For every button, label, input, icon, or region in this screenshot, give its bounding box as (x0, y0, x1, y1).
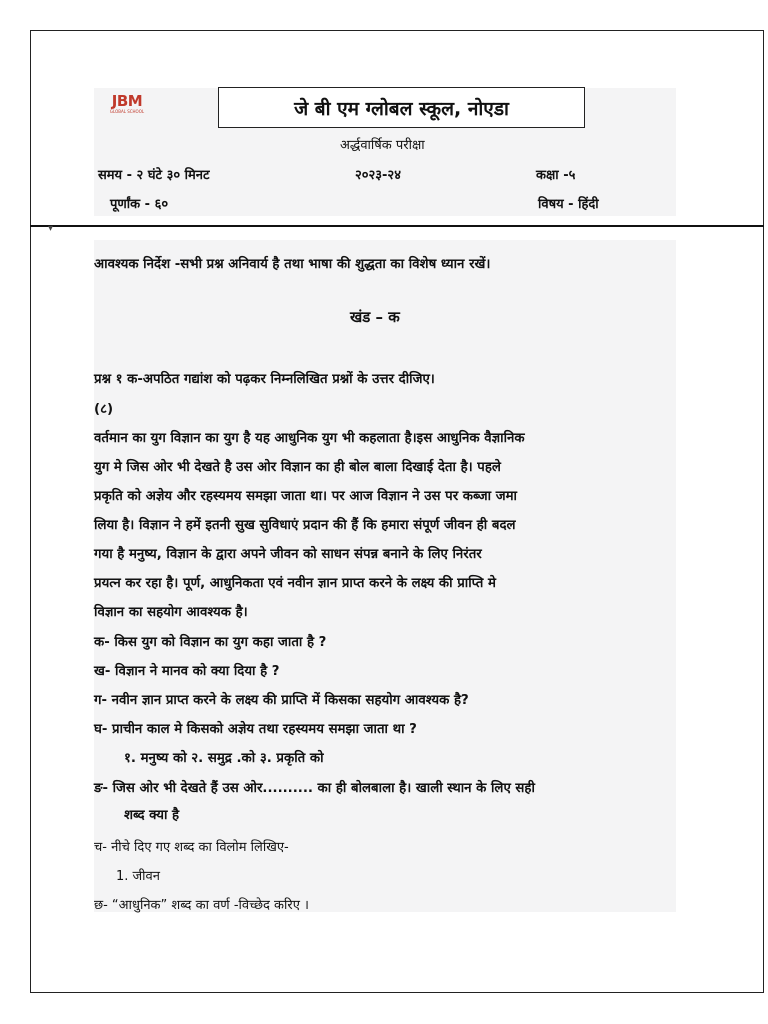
passage-line: लिया है। विज्ञान ने हमें इतनी सुख सुविधाएं प्रदान की हैं कि हमारा संपूर्ण जीवन ही बदल (94, 518, 516, 533)
sub-question: ख- विज्ञान ने मानव को क्या दिया है ? (94, 664, 280, 679)
passage-line: प्रकृति को अज्ञेय और रहस्यमय समझा जाता था। पर आज विज्ञान ने उस पर कब्जा जमा (94, 489, 517, 504)
margin-mark: ▾ (48, 223, 54, 234)
max-marks: पूर्णांक - ६० (110, 197, 169, 212)
antonym-question: च- नीचे दिए गए शब्द का विलोम लिखिए- (94, 840, 289, 855)
passage-line: गया है मनुष्य, विज्ञान के द्वारा अपने जीवन को साधन संपन्न बनाने के लिए निरंतर (94, 547, 482, 562)
answer-options: १. मनुष्य को २. समुद्र .को ३. प्रकृति को (124, 751, 324, 766)
antonym-item: 1. जीवन (116, 869, 160, 884)
question-heading: प्रश्न १ क-अपठित गद्यांश को पढ़कर निम्नलिखित प्रश्नों के उत्तर दीजिए। (94, 372, 435, 387)
question-marks: (८) (94, 402, 114, 417)
fill-blank-question: ङ- जिस ओर भी देखते हैं उस ओर.......... का ही बोलबाला है। खाली स्थान के लिए सही (94, 781, 535, 796)
exam-class: कक्षा -५ (536, 168, 576, 183)
sub-question: क- किस युग को विज्ञान का युग कहा जाता है ? (94, 635, 327, 650)
passage-line: युग मे जिस ओर भी देखते है उस ओर विज्ञान का ही बोल बाला दिखाई देता है। पहले (94, 460, 501, 475)
header-divider (30, 225, 764, 227)
school-logo (108, 94, 146, 124)
logo-subtext: GLOBAL SCHOOL (109, 109, 145, 114)
passage-line: विज्ञान का सहयोग आवश्यक है। (94, 605, 248, 620)
section-title: खंड – क (350, 308, 400, 326)
school-name: जे बी एम ग्लोबल स्कूल, नोएडा (294, 97, 509, 120)
school-name-box (218, 87, 585, 128)
exam-time: समय - २ घंटे ३० मिनट (98, 168, 210, 183)
passage-line: वर्तमान का युग विज्ञान का युग है यह आधुनिक युग भी कहलाता है।इस आधुनिक वैज्ञानिक (94, 431, 525, 446)
instructions: आवश्यक निर्देश -सभी प्रश्न अनिवार्य है तथा भाषा की शुद्धता का विशेष ध्यान रखें। (94, 257, 491, 272)
varna-viched-question: छ- “आधुनिक” शब्द का वर्ण -विच्छेद करिए । (94, 898, 309, 913)
logo-text: JBM (111, 92, 143, 110)
exam-session: २०२३-२४ (355, 168, 401, 183)
sub-question: घ- प्राचीन काल मे किसको अज्ञेय तथा रहस्यमय समझा जाता था ? (94, 722, 417, 737)
sub-question: ग- नवीन ज्ञान प्राप्त करने के लक्ष्य की प्राप्ति में किसका सहयोग आवश्यक है? (94, 693, 469, 708)
exam-subject: विषय - हिंदी (538, 197, 599, 212)
fill-blank-question-cont: शब्द क्या है (124, 808, 180, 823)
exam-title: अर्द्धवार्षिक परीक्षा (340, 138, 425, 153)
passage-line: प्रयत्न कर रहा है। पूर्ण, आधुनिकता एवं नवीन ज्ञान प्राप्त करने के लक्ष्य की प्राप्ति मे (94, 576, 496, 591)
